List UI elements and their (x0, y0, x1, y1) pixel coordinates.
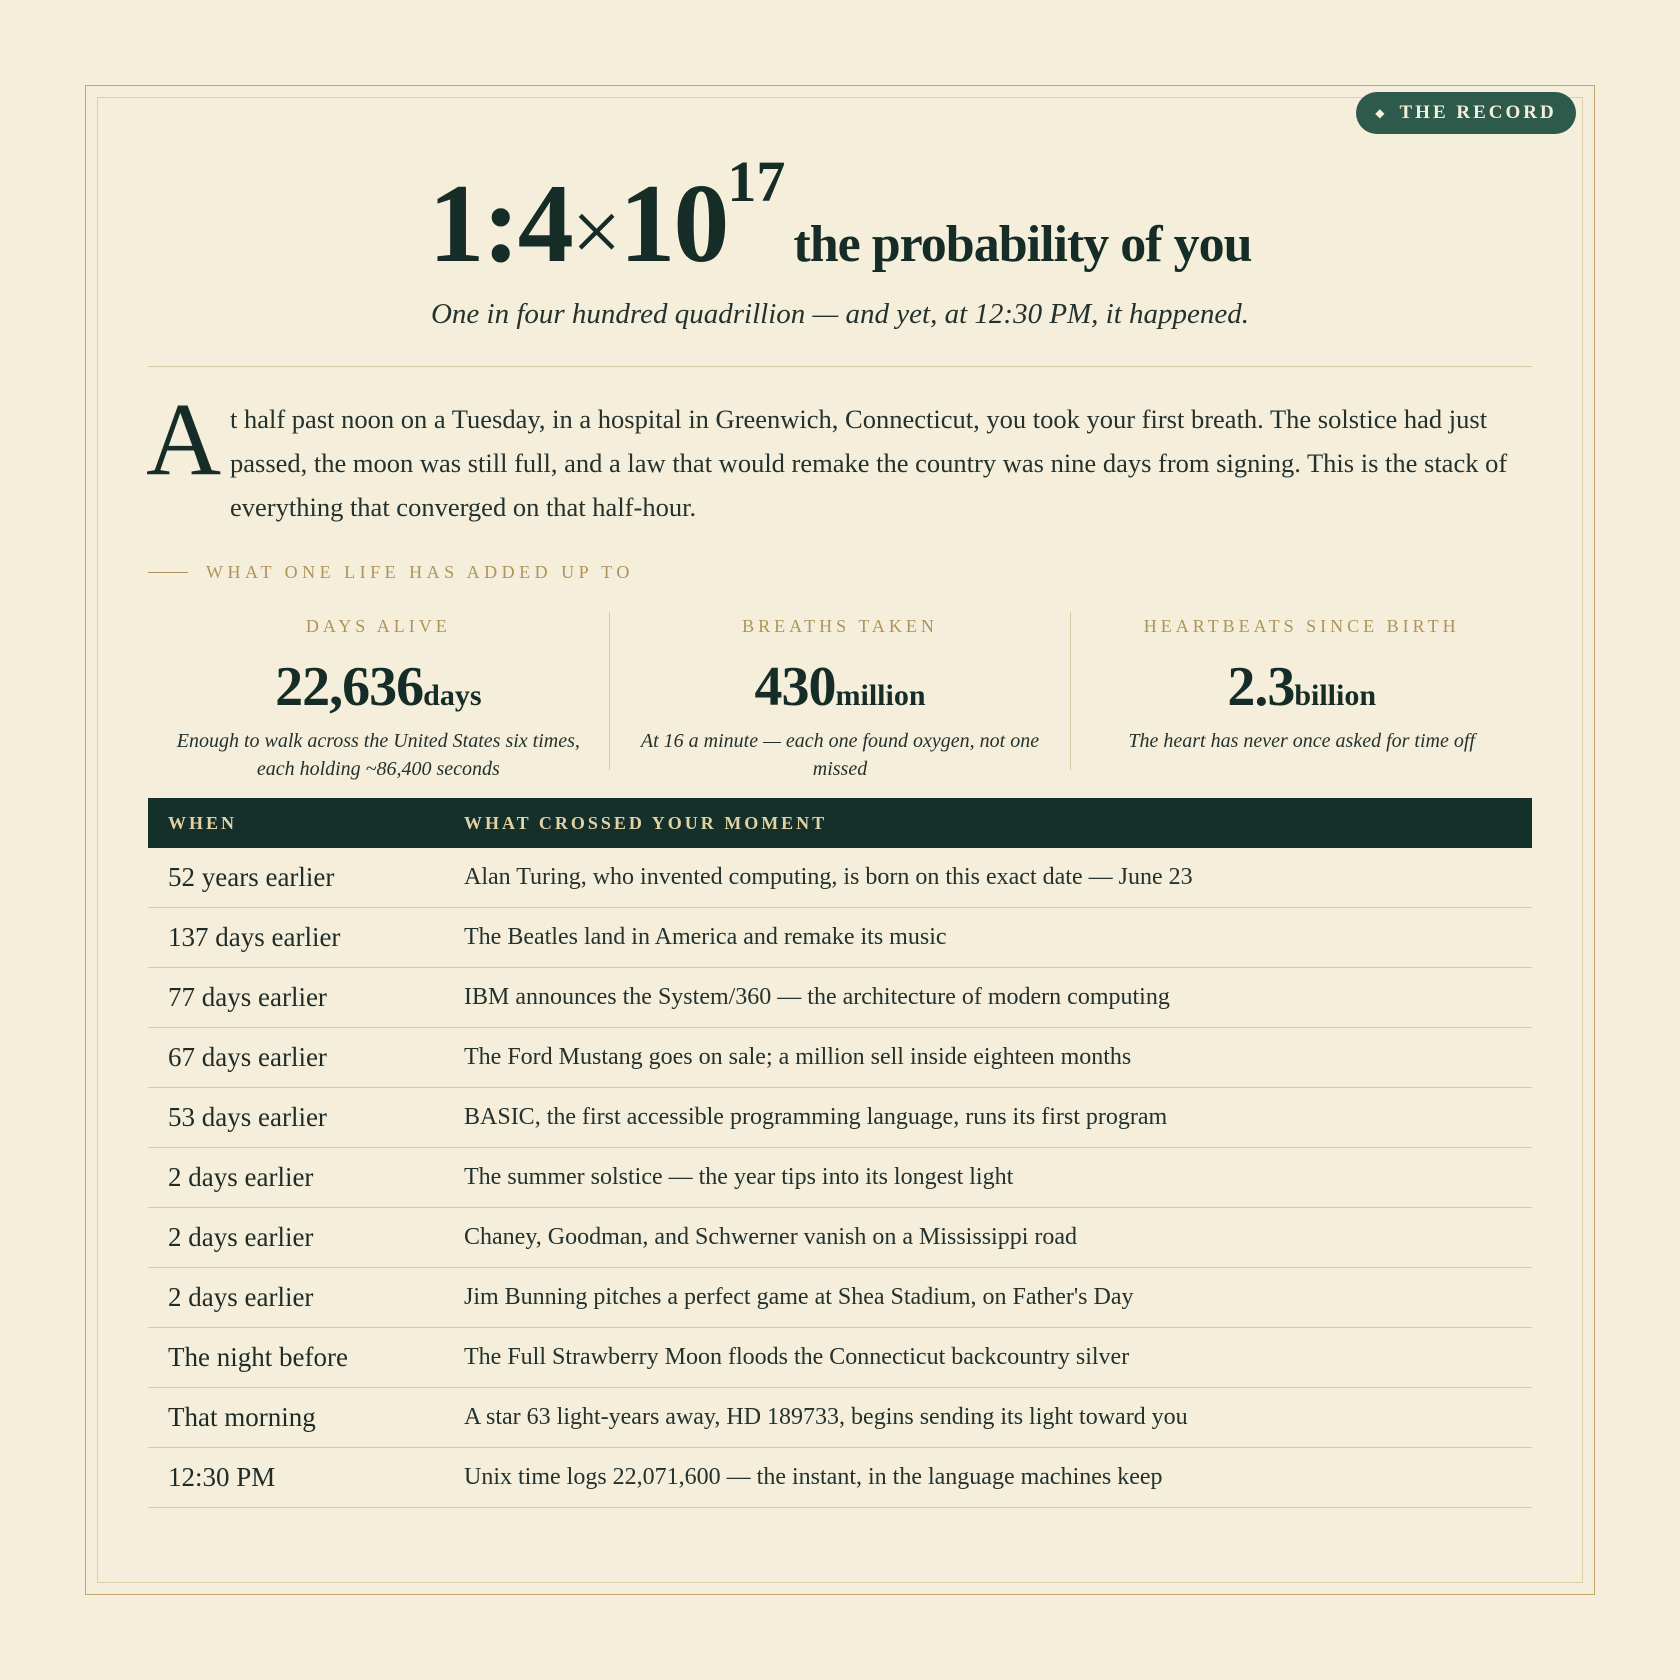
row-what: The summer solstice — the year tips into its longest light (464, 1164, 1014, 1190)
row-when: 2 days earlier (168, 1162, 314, 1192)
stat-label: DAYS ALIVE (305, 616, 451, 636)
diamond-icon: ◆ (1375, 105, 1388, 120)
stat-note: At 16 a minute — each one found oxygen, not one missed (640, 730, 1040, 780)
stat-note: The heart has never once asked for time off (1128, 730, 1475, 752)
headline-base: 10 (619, 162, 728, 286)
row-when: That morning (168, 1402, 316, 1432)
row-what: BASIC, the first accessible programming language, runs its first program (464, 1104, 1168, 1130)
intro-paragraph: t half past noon on a Tuesday, in a hospital in Greenwich, Connecticut, you took your first breath. The solstice had just passed, the moon was still full, and a law that would remake the country was nine days from signing. This is the stack of everything that converged on that half-hour. (230, 404, 1508, 522)
row-when: The night before (168, 1342, 348, 1372)
table-row (148, 1268, 1532, 1328)
timeline-table (148, 798, 1532, 1508)
header-when: WHEN (168, 812, 238, 833)
row-when: 52 years earlier (168, 862, 335, 892)
row-what: Chaney, Goodman, and Schwerner vanish on a Mississippi road (464, 1224, 1078, 1250)
section-label-text: WHAT ONE LIFE HAS ADDED UP TO (206, 562, 634, 582)
stat-value (148, 655, 609, 719)
headline-times: × (571, 184, 620, 281)
table-row (148, 848, 1532, 908)
stat-number: 2.3 (1227, 656, 1295, 718)
headline-exponent: 17 (727, 149, 786, 214)
row-when: 2 days earlier (168, 1222, 314, 1252)
row-when: 67 days earlier (168, 1042, 327, 1072)
row-what: Unix time logs 22,071,600 — the instant, in the language machines keep (464, 1464, 1163, 1490)
section-label (148, 562, 634, 583)
table-row (148, 1088, 1532, 1148)
headline (0, 149, 1680, 289)
stat-breaths-taken (609, 612, 1071, 780)
row-when: 53 days earlier (168, 1102, 327, 1132)
section-dash (148, 572, 188, 573)
table-row (148, 1028, 1532, 1088)
subtitle: One in four hundred quadrillion — and yet, at 12:30 PM, it happened. (430, 298, 1250, 330)
table-row (148, 1208, 1532, 1268)
table-row (148, 1448, 1532, 1508)
badge-label: THE RECORD (1399, 102, 1557, 123)
row-what: The Beatles land in America and remake its music (464, 924, 947, 950)
stat-unit: billion (1294, 679, 1377, 712)
table-row (148, 908, 1532, 968)
row-what: The Ford Mustang goes on sale; a million sell inside eighteen months (464, 1044, 1132, 1070)
record-badge (1356, 92, 1576, 134)
stat-number: 430 (754, 656, 836, 718)
row-what: Alan Turing, who invented computing, is born on this exact date — June 23 (464, 864, 1193, 890)
stat-number: 22,636 (275, 656, 424, 718)
row-what: A star 63 light-years away, HD 189733, begins sending its light toward you (464, 1404, 1188, 1430)
stat-note: Enough to walk across the United States six times, each holding ~86,400 seconds (176, 730, 580, 780)
table-header (148, 798, 1532, 848)
table-row (148, 1148, 1532, 1208)
divider (148, 366, 1532, 367)
drop-cap: A (146, 382, 222, 497)
row-when: 2 days earlier (168, 1282, 314, 1312)
table-row (148, 968, 1532, 1028)
row-when: 12:30 PM (168, 1462, 276, 1492)
stat-label: HEARTBEATS SINCE BIRTH (1143, 616, 1460, 636)
stat-value (610, 655, 1071, 719)
stat-unit: days (423, 679, 482, 712)
header-what: WHAT CROSSED YOUR MOMENT (464, 812, 828, 833)
headline-phrase: the probability of you (793, 216, 1252, 273)
stat-unit: million (835, 679, 926, 712)
headline-ratio: 1:4 (428, 162, 572, 286)
table-body (148, 848, 1532, 1508)
stat-days-alive (148, 612, 609, 780)
row-what: IBM announces the System/360 — the architecture of modern computing (464, 984, 1170, 1010)
row-when: 137 days earlier (168, 922, 341, 952)
table-row (148, 1328, 1532, 1388)
stats-row (148, 612, 1532, 780)
stat-label: BREATHS TAKEN (742, 616, 938, 636)
stat-heartbeats (1070, 612, 1532, 770)
row-what: Jim Bunning pitches a perfect game at Shea Stadium, on Father's Day (464, 1284, 1134, 1310)
table-row (148, 1388, 1532, 1448)
row-what: The Full Strawberry Moon floods the Connecticut backcountry silver (464, 1344, 1130, 1370)
stat-value (1071, 655, 1532, 719)
row-when: 77 days earlier (168, 982, 327, 1012)
